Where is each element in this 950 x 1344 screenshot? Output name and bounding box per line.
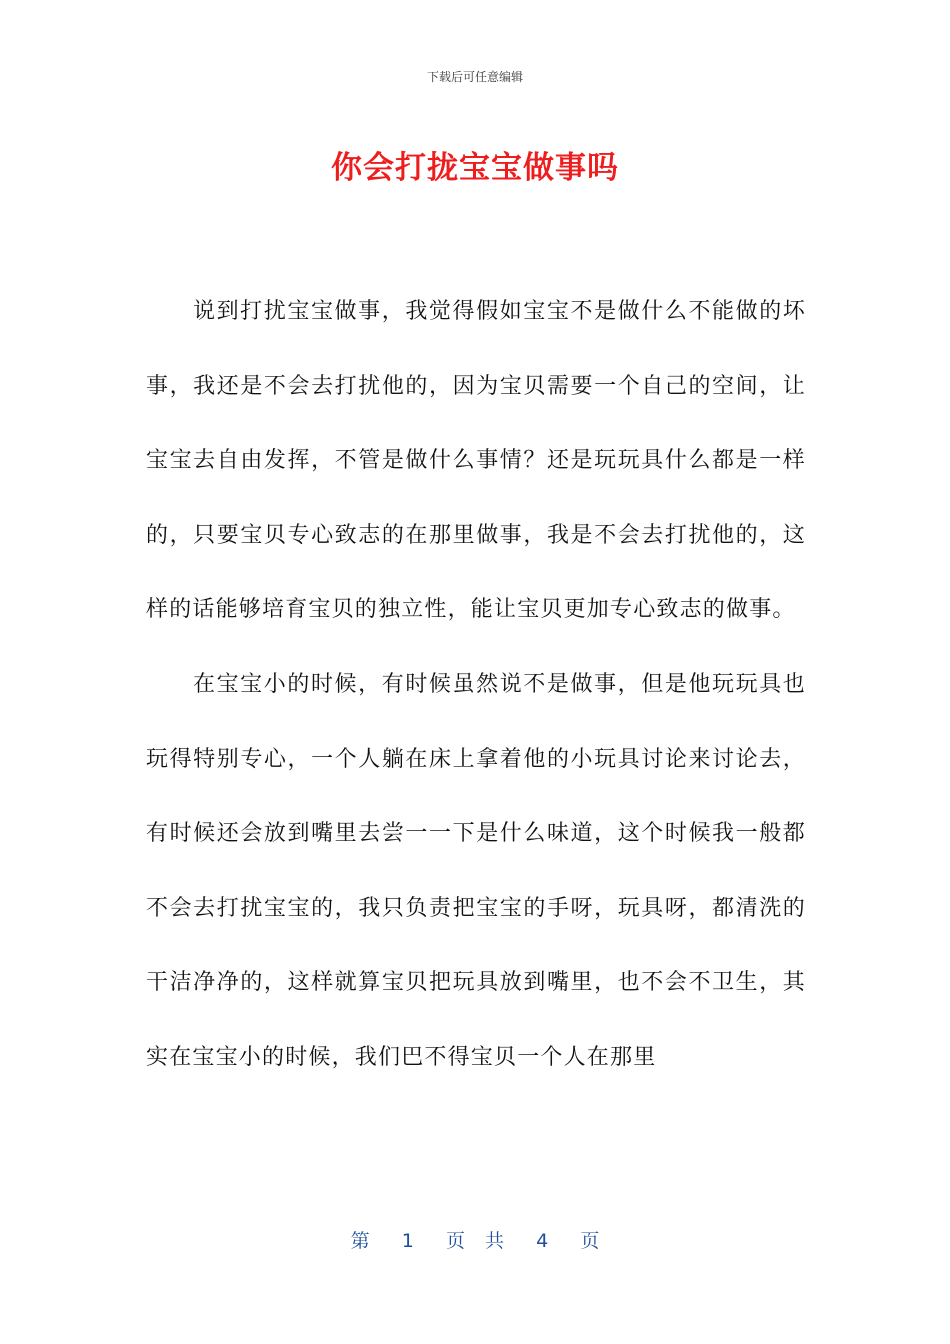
paragraph: 说到打扰宝宝做事，我觉得假如宝宝不是做什么不能做的坏事，我还是不会去打扰他的，因为宝贝需要一个自己的空间，让宝宝去自由发挥，不管是做什么事情？还是玩玩具什么都是一样的，只要宝贝专心致志的在那里做事，我是不会去打扰他的，这样的话能够培育宝贝的独立性，能让宝贝更加专心致志的做事。 — [146, 299, 806, 623]
page-unit: 页 — [445, 1230, 465, 1252]
document-title: 你会打拢宝宝做事吗 — [331, 150, 619, 186]
total-unit: 页 — [580, 1230, 600, 1252]
paragraph: 在宝宝小的时候，有时候虽然说不是做事，但是他玩玩具也玩得特别专心，一个人躺在床上拿着他的小玩具讨论来讨论去，有时候还会放到嘴里去尝一一下是什么味道，这个时候我一般都不会去打扰宝宝的，我只负责把宝宝的手呀，玩具呀，都清洗的干洁净净的，这样就算宝贝把玩具放到嘴里，也不会不卫生，其实在宝宝小的时候，我们巴不得宝贝一个人在那里 — [146, 671, 806, 1070]
page-footer — [0, 1226, 950, 1253]
header-note: 下载后可任意编辑 — [426, 70, 523, 84]
page-label: 第 — [350, 1230, 370, 1252]
page-number: 1 — [401, 1230, 414, 1252]
document-body — [146, 275, 806, 1096]
total-label: 共 — [485, 1230, 505, 1252]
total-pages: 4 — [536, 1230, 549, 1252]
